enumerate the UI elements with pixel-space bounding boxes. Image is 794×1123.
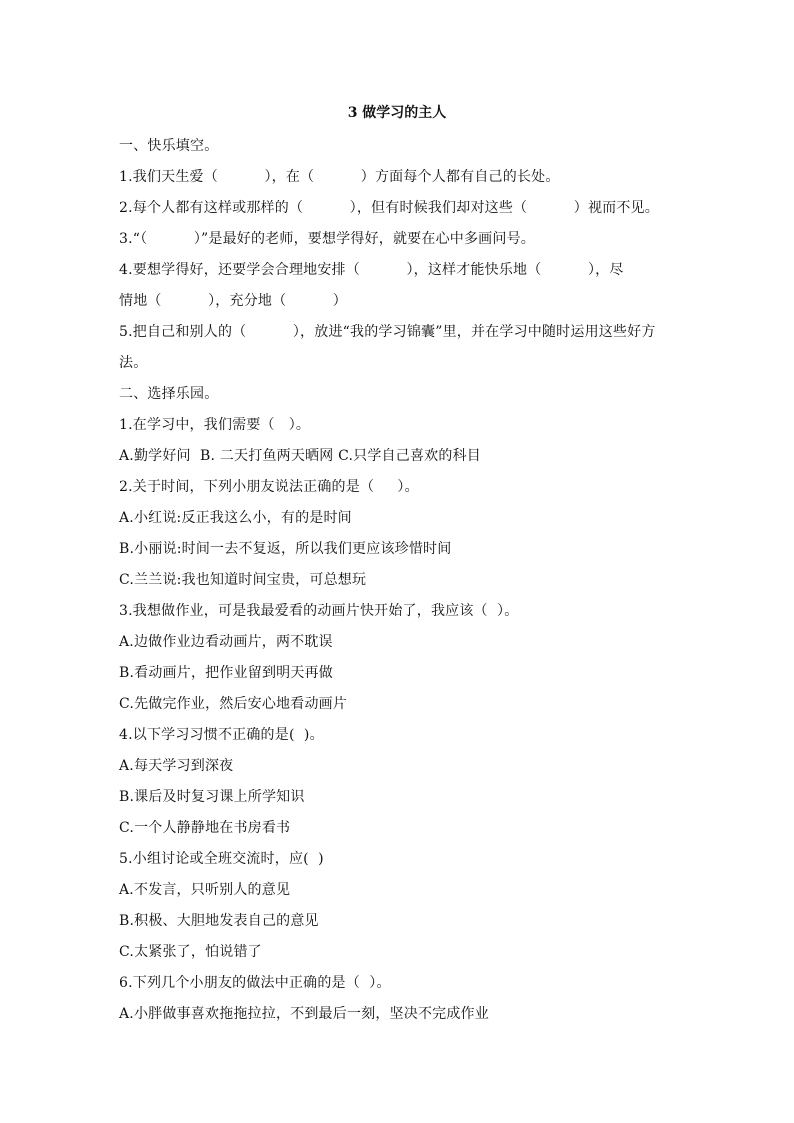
section-heading-multiple-choice: 二、选择乐园。	[119, 386, 219, 402]
answer-option-line: A.小胖做事喜欢拖拖拉拉，不到最后一刻，坚决不完成作业	[119, 1006, 489, 1022]
answer-option-line: C.一个人静静地在书房看书	[119, 820, 291, 836]
answer-option-line: C.先做完作业，然后安心地看动画片	[119, 696, 348, 712]
answer-option-line: C.兰兰说:我也知道时间宝贵，可总想玩	[119, 572, 367, 588]
answer-option-line: B.看动画片，把作业留到明天再做	[119, 665, 333, 681]
section-heading-fill-blanks: 一、快乐填空。	[119, 138, 219, 154]
answer-option-line: B.小丽说:时间一去不复返，所以我们更应该珍惜时间	[119, 541, 452, 557]
question-line: 情地（ ），充分地（ ）	[119, 293, 348, 309]
answer-option-line: A.勤学好问 B. 二天打鱼两天晒网 C.只学自己喜欢的科目	[119, 448, 481, 464]
answer-option-line: B.课后及时复习课上所学知识	[119, 789, 305, 805]
question-line: 3.“（ ）”是最好的老师，要想学得好，就要在心中多画问号。	[119, 231, 535, 247]
page-title: 3 做学习的主人	[347, 105, 447, 121]
question-line: 1.我们天生爱（ ），在（ ）方面每个人都有自己的长处。	[119, 169, 560, 185]
question-line: 3.我想做作业，可是我最爱看的动画片快开始了，我应该（ ）。	[119, 603, 519, 619]
answer-option-line: C.太紧张了，怕说错了	[119, 944, 262, 960]
question-line: 法。	[119, 355, 148, 371]
answer-option-line: B.积极、大胆地发表自己的意见	[119, 913, 319, 929]
question-line: 1.在学习中，我们需要（ ）。	[119, 417, 311, 433]
question-line: 2.每个人都有这样或那样的（ ），但有时候我们却对这些（ ）视而不见。	[119, 200, 659, 216]
question-line: 5.小组讨论或全班交流时，应( )	[119, 851, 324, 867]
worksheet-content	[119, 131, 679, 1030]
question-line: 4.以下学习习惯不正确的是( )。	[119, 727, 324, 743]
answer-option-line: A.边做作业边看动画片，两不耽误	[119, 634, 333, 650]
question-line: 5.把自己和别人的（ ），放进“我的学习锦囊”里，并在学习中随时运用这些好方	[119, 324, 656, 340]
question-line: 6.下列几个小朋友的做法中正确的是（ ）。	[119, 975, 391, 991]
answer-option-line: A.不发言，只听别人的意见	[119, 882, 291, 898]
answer-option-line: A.小红说:反正我这么小，有的是时间	[119, 510, 352, 526]
question-line: 2.关于时间，下列小朋友说法正确的是（ ）。	[119, 479, 419, 495]
question-line: 4.要想学得好，还要学会合理地安排（ ），这样才能快乐地（ ），尽	[119, 262, 624, 278]
answer-option-line: A.每天学习到深夜	[119, 758, 234, 774]
